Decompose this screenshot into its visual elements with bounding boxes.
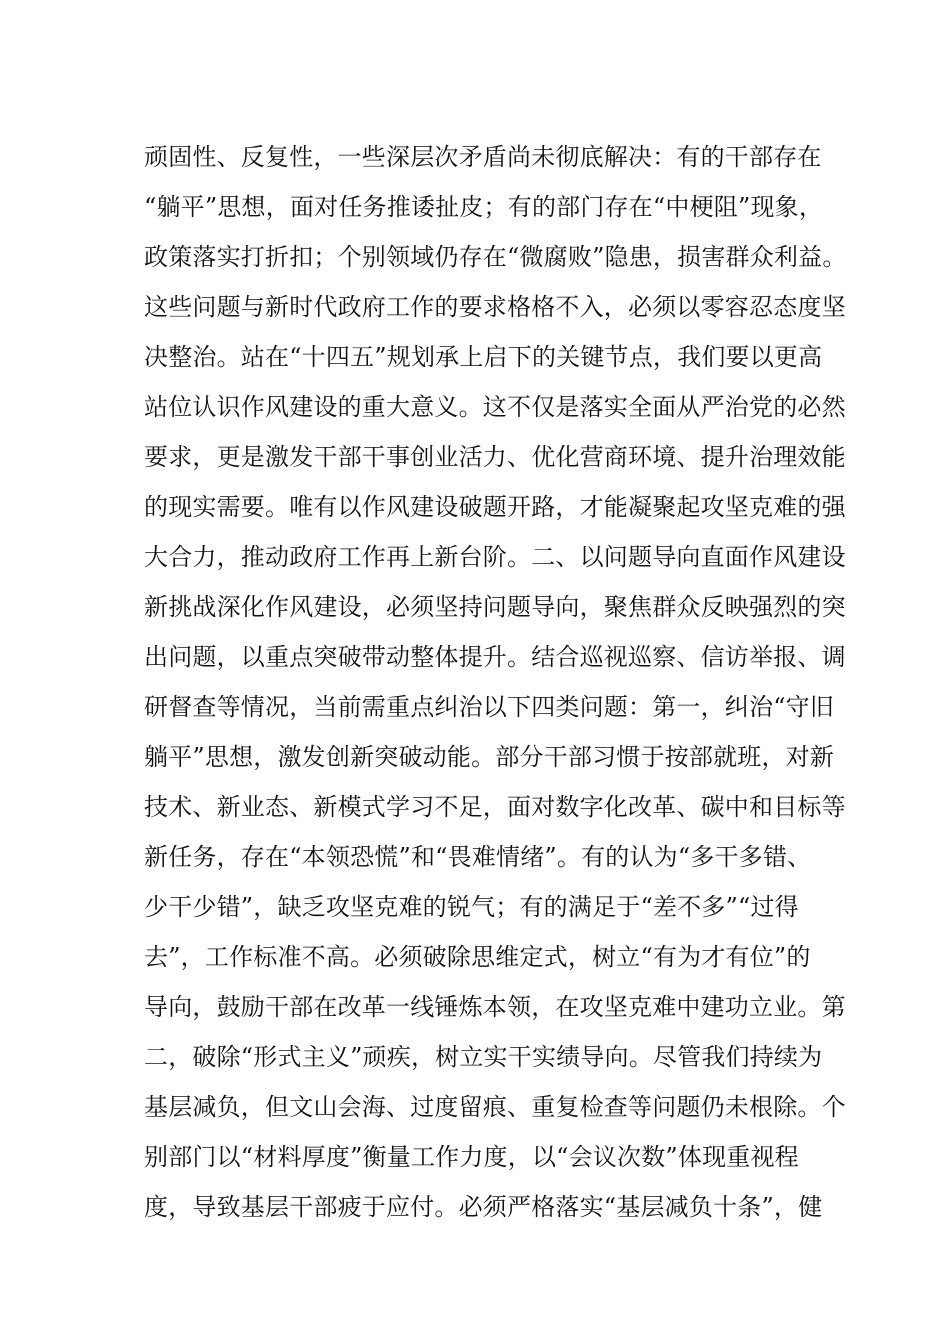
text-line: 度，导致基层干部疲于应付。必须严格落实“基层减负十条”，健	[144, 1193, 823, 1221]
text-line: 别部门以“材料厚度”衡量工作力度，以“会议次数”体现重视程	[144, 1143, 799, 1171]
text-line: 要求，更是激发干部干事创业活力、优化营商环境、提升治理效能	[144, 443, 846, 471]
text-line: 顽固性、反复性，一些深层次矛盾尚未彻底解决：有的干部存在	[144, 143, 822, 171]
body-text	[144, 132, 847, 1232]
text-line: 躺平”思想，激发创新突破动能。部分干部习惯于按部就班，对新	[144, 743, 835, 771]
text-line: 新挑战深化作风建设，必须坚持问题导向，聚焦群众反映强烈的突	[144, 593, 846, 621]
text-line: 这些问题与新时代政府工作的要求格格不入，必须以零容忍态度坚	[144, 293, 846, 321]
text-line: 出问题，以重点突破带动整体提升。结合巡视巡察、信访举报、调	[144, 643, 846, 671]
text-line: 的现实需要。唯有以作风建设破题开路，才能凝聚起攻坚克难的强	[144, 493, 846, 521]
text-line: 二，破除“形式主义”顽疾，树立实干实绩导向。尽管我们持续为	[144, 1043, 823, 1071]
text-line: “躺平”思想，面对任务推诿扯皮；有的部门存在“中梗阻”现象，	[144, 193, 824, 221]
text-line: 基层减负，但文山会海、过度留痕、重复检查等问题仍未根除。个	[144, 1093, 846, 1121]
text-line: 决整治。站在“十四五”规划承上启下的关键节点，我们要以更高	[144, 343, 823, 371]
text-line: 大合力，推动政府工作再上新台阶。二、以问题导向直面作风建设	[144, 543, 846, 571]
text-line: 去”，工作标准不高。必须破除思维定式，树立“有为才有位”的	[144, 943, 811, 971]
text-line: 研督查等情况，当前需重点纠治以下四类问题：第一，纠治“守旧	[144, 693, 835, 721]
text-line: 新任务，存在“本领恐慌”和“畏难情绪”。有的认为“多干多错、	[144, 843, 812, 871]
text-line: 导向，鼓励干部在改革一线锤炼本领，在攻坚克难中建功立业。第	[144, 993, 846, 1021]
text-line: 少干少错”，缺乏攻坚克难的锐气；有的满足于“差不多”“过得	[144, 893, 799, 921]
text-line: 技术、新业态、新模式学习不足，面对数字化改革、碳中和目标等	[144, 793, 846, 821]
text-line: 站位认识作风建设的重大意义。这不仅是落实全面从严治党的必然	[144, 393, 846, 421]
text-line: 政策落实打折扣；个别领域仍存在“微腐败”隐患，损害群众利益。	[144, 243, 847, 271]
